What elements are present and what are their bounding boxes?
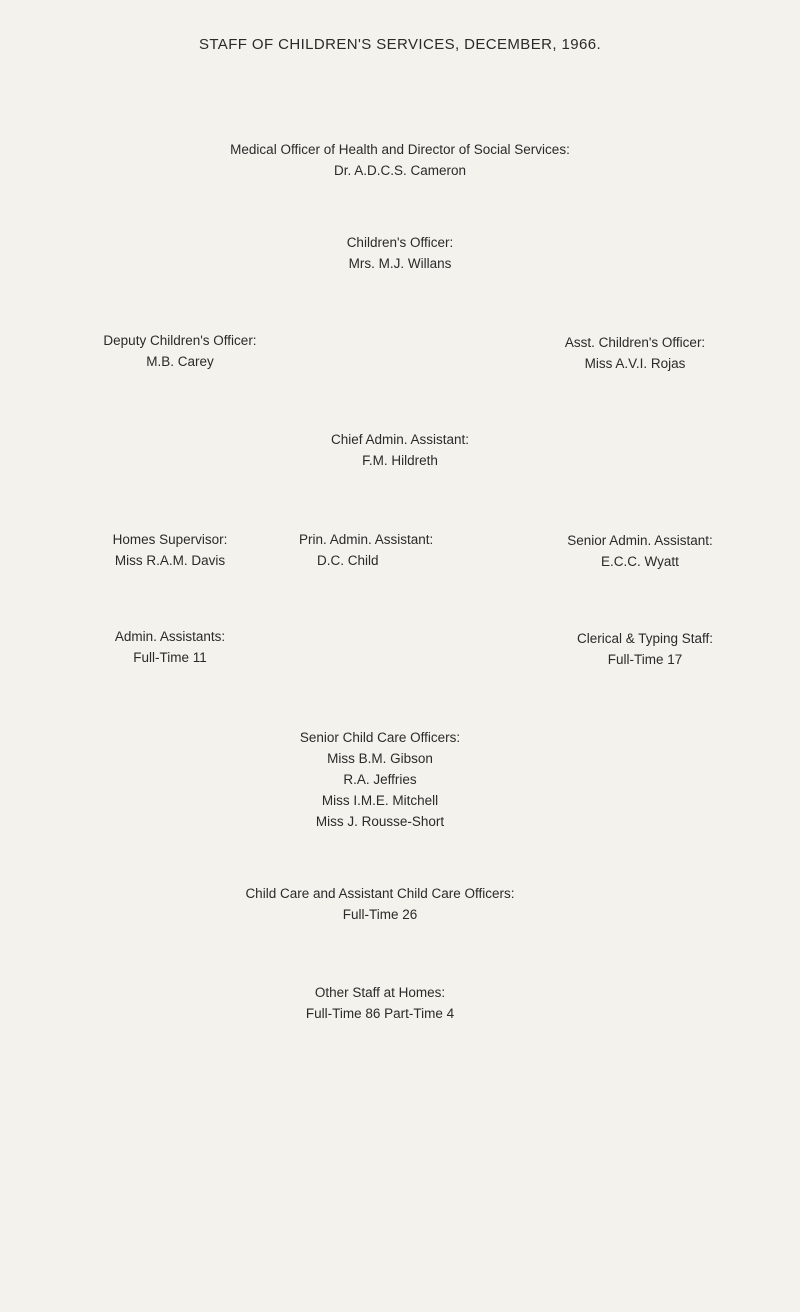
- asst-block: [530, 332, 740, 374]
- clerical-role: Clerical & Typing Staff:: [576, 631, 714, 646]
- senior-cco-role: Senior Child Care Officers:: [299, 730, 461, 745]
- homes-supervisor-block: [70, 529, 270, 571]
- prin-admin-role: Prin. Admin. Assistant:: [299, 532, 434, 547]
- deputy-block: [70, 330, 290, 372]
- prin-admin-block: [299, 529, 499, 571]
- senior-cco-name: R.A. Jeffries: [343, 772, 417, 787]
- cco-block: [180, 883, 580, 925]
- admin-assistants-block: [80, 626, 260, 668]
- deputy-name: M.B. Carey: [146, 354, 214, 369]
- other-staff-block: [250, 982, 510, 1024]
- clerical-count: Full-Time 17: [607, 652, 683, 667]
- other-staff-role: Other Staff at Homes:: [314, 985, 446, 1000]
- deputy-role: Deputy Children's Officer:: [103, 333, 257, 348]
- chief-admin-role: Chief Admin. Assistant:: [330, 432, 470, 447]
- childrens-officer-name: Mrs. M.J. Willans: [348, 256, 452, 271]
- asst-role: Asst. Children's Officer:: [564, 335, 706, 350]
- homes-supervisor-role: Homes Supervisor:: [112, 532, 228, 547]
- senior-admin-block: [530, 530, 750, 572]
- moh-name: Dr. A.D.C.S. Cameron: [333, 163, 467, 178]
- moh-role: Medical Officer of Health and Director of Social Services:: [230, 142, 570, 157]
- admin-assistants-count: Full-Time 11: [133, 650, 207, 665]
- cco-count: Full-Time 26: [342, 907, 418, 922]
- senior-cco-name: Miss J. Rousse-Short: [315, 814, 445, 829]
- senior-admin-name: E.C.C. Wyatt: [601, 554, 679, 569]
- asst-name: Miss A.V.I. Rojas: [584, 356, 686, 371]
- senior-cco-name: Miss I.M.E. Mitchell: [321, 793, 439, 808]
- senior-cco-name: Miss B.M. Gibson: [327, 751, 433, 766]
- admin-assistants-role: Admin. Assistants:: [114, 629, 226, 644]
- senior-admin-role: Senior Admin. Assistant:: [567, 533, 713, 548]
- cco-role: Child Care and Assistant Child Care Officers:: [245, 886, 515, 901]
- childrens-officer-block: [250, 232, 550, 274]
- moh-block: [150, 139, 650, 181]
- chief-admin-block: [270, 429, 530, 471]
- childrens-officer-role: Children's Officer:: [346, 235, 454, 250]
- prin-admin-name: D.C. Child: [317, 553, 379, 568]
- other-staff-count: Full-Time 86 Part-Time 4: [305, 1006, 455, 1021]
- page-title: STAFF OF CHILDREN'S SERVICES, DECEMBER, 1966.: [198, 36, 602, 53]
- senior-cco-block: [250, 727, 510, 832]
- clerical-block: [535, 628, 755, 670]
- homes-supervisor-name: Miss R.A.M. Davis: [114, 553, 226, 568]
- chief-admin-name: F.M. Hildreth: [362, 453, 438, 468]
